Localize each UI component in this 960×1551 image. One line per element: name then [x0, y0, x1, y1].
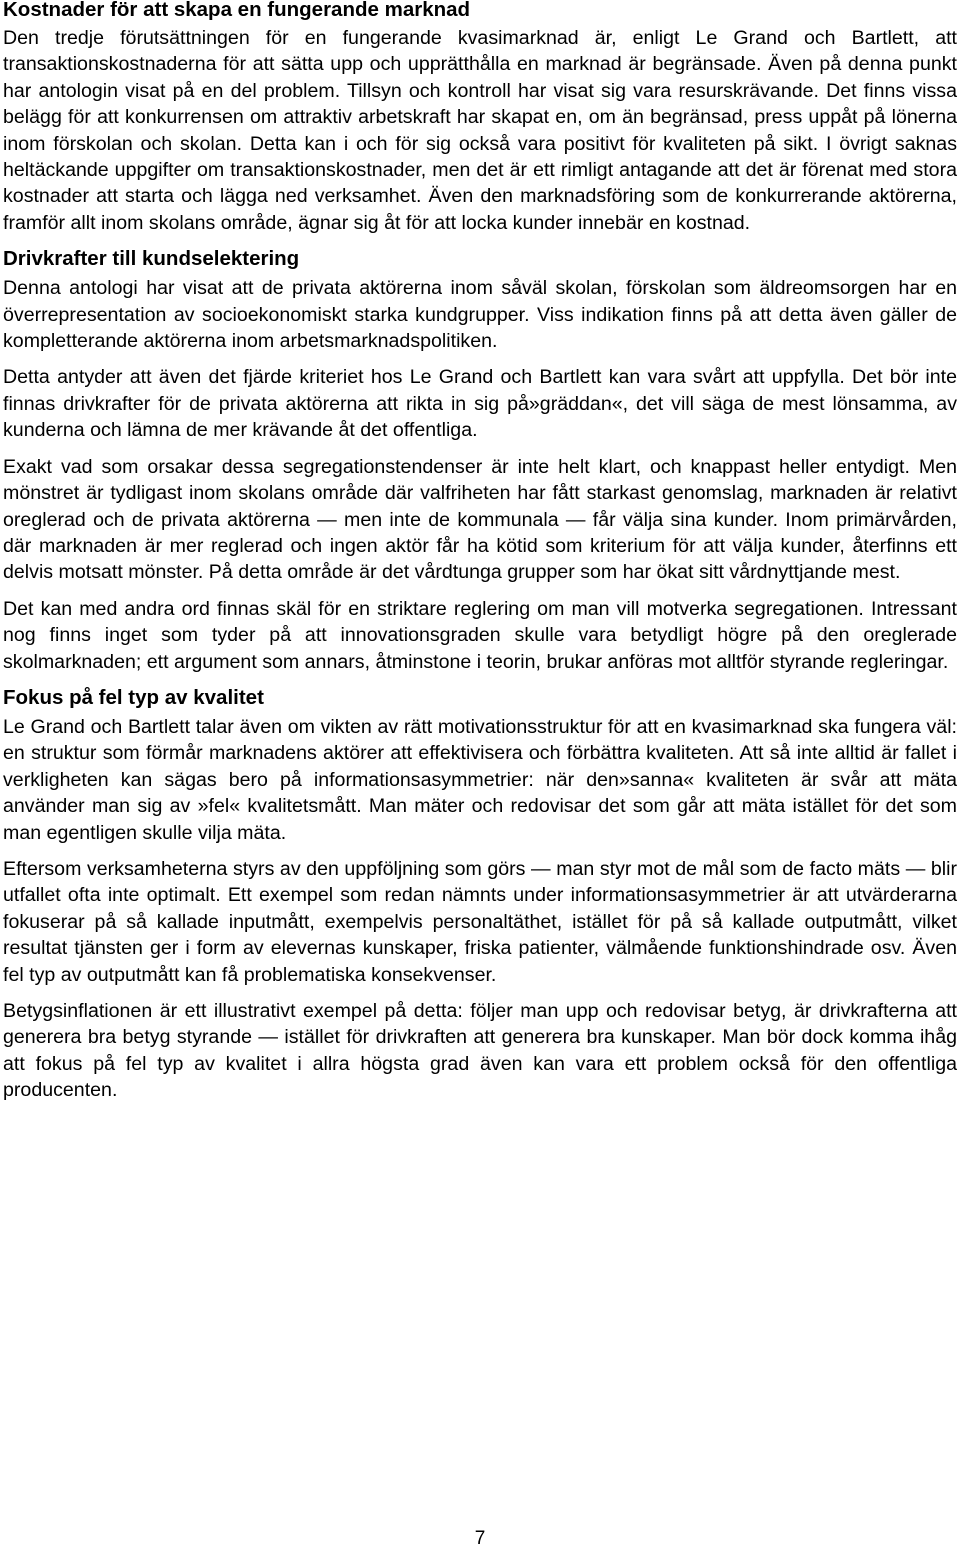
paragraph-selection-4: Det kan med andra ord finnas skäl för en striktare reglering om man vill motverka segregationen. Intressant nog finns inget som tyder på att innovationsgraden skulle vara betydligt högre på den oreglerade skolmarknaden; ett argument som annars, åtminstone i teorin, brukar anföras mot alltför styrande regleringar. [3, 597, 957, 673]
page-number: 7 [474, 1528, 486, 1549]
paragraph-quality-1: Le Grand och Bartlett talar även om vikten av rätt motivationsstruktur för att en kvasimarknad ska fungera väl: en struktur som förmår marknadens aktörer att effektivisera och förbättra kvaliteten. Att så inte alltid är fallet i verkligheten kan sägas bero på informationsasymmetrier: när den»sanna« kvaliteten är svår att mäta använder man sig av »fel« kvalitetsmått. Man mäter och redovisar det som går att mäta istället för det som man egentligen skulle vilja mäta. [3, 715, 957, 844]
paragraph-selection-1: Denna antologi har visat att de privata aktörerna inom såväl skolan, förskolan som äldreomsorgen har en överrepresentation av socioekonomiskt starka kundgrupper. Viss indikation finns på att detta även gäller de kompletterande aktörerna inom arbetsmarknadspolitiken. [3, 277, 957, 353]
section-heading-quality-focus: Fokus på fel typ av kvalitet [3, 685, 264, 709]
paragraph-quality-2: Eftersom verksamheterna styrs av den uppföljning som görs — man styr mot de mål som de facto mäts — blir utfallet ofta inte optimalt. Ett exempel som redan nämnts under informationsasymmetrier är att utvärderarna fokuserar på så kallade inputmått, exempelvis personaltäthet, istället för på så kallade outputmått, vilket resultat tjänsten ger i form av elevernas kunskaper, friska patienter, välmående funktionshindrade osv. Även fel typ av outputmått kan få problematiska konsekvenser. [3, 857, 957, 986]
paragraph-costs: Den tredje förutsättningen för en fungerande kvasimarknad är, enligt Le Grand och Bartlett, att transaktionskostnaderna för att sätta upp och upprätthålla en marknad är begränsade. Även på denna punkt har antologin visat på en del problem. Tillsyn och kontroll har visat sig vara resurskrävande. Det finns vissa belägg för att konkurrensen om attraktiv arbetskraft har skapat en, om än begränsad, press uppåt på lönerna inom förskolan och skolan. Detta kan i och för sig också vara positivt för kvaliteten på sikt. I övrigt saknas heltäckande uppgifter om transaktionskostnader, men det är ett rimligt antagande att det är förenat med stora kostnader att starta och lägga ned verksamhet. Även den marknadsföring som de konkurrerande aktörerna, framför allt inom skolans område, ägnar sig åt för att locka kunder innebär en kostnad. [3, 27, 957, 234]
paragraph-selection-3: Exakt vad som orsakar dessa segregationstendenser är inte helt klart, och knappast heller entydigt. Men mönstret är tydligast inom skolans område där valfriheten har fått starkast genomslag, marknaden är relativt oreglerad och de privata aktörerna — men inte de kommunala — får välja sina kunder. Inom primärvården, där marknaden är mer reglerad och ingen aktör får ha kötid som kriterium för att välja kunder, återfinns ett delvis motsatt mönster. På detta område är det vårdtunga grupper som har ökat sitt vårdnyttjande mest. [3, 455, 957, 584]
paragraph-quality-3: Betygsinflationen är ett illustrativt exempel på detta: följer man upp och redovisar betyg, är drivkrafterna att generera bra betyg styrande — istället för drivkraften att generera bra kunskaper. Man bör dock komma ihåg att fokus på fel typ av kvalitet i allra högsta grad även kan vara ett problem också för den offentliga producenten. [3, 1000, 957, 1102]
section-heading-customer-selection: Drivkrafter till kundselektering [3, 247, 300, 271]
section-heading-costs: Kostnader för att skapa en fungerande marknad [3, 0, 471, 21]
paragraph-selection-2: Detta antyder att även det fjärde kriteriet hos Le Grand och Bartlett kan vara svårt att uppfylla. Det bör inte finnas drivkrafter för de privata aktörerna att rikta in sig på»gräddan«, det vill säga de mest lönsamma, av kunderna och lämna de mer krävande åt det offentliga. [3, 366, 957, 442]
